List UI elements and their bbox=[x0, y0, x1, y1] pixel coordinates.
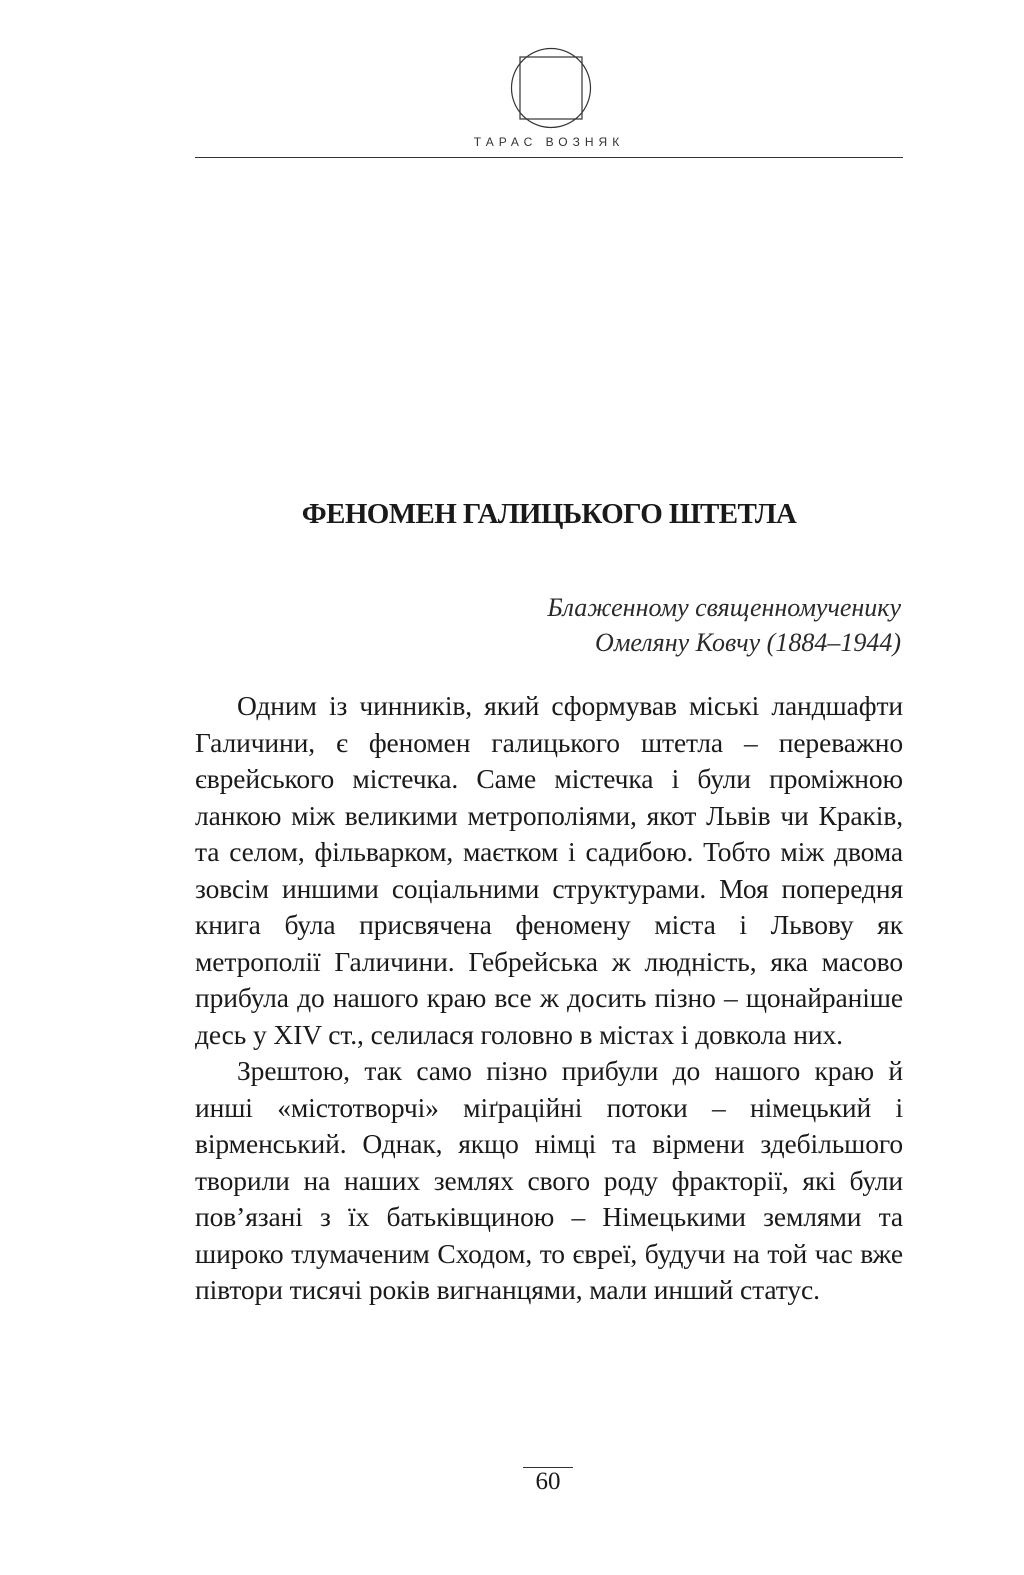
header-rule bbox=[195, 157, 903, 158]
circle-square-logo-icon bbox=[509, 46, 593, 130]
body-text bbox=[195, 688, 903, 1309]
paragraph-2: Зрештою, так само пізно прибули до нашого краю й инші «містотворчі» міґраційні потоки – німецький і вірменський. Однак, якщо німці та вірмени здебільшого творили на наших землях свого роду фракторії, які були пов’язані з їх батьківщиною – Німецькими землями та широко тлумаченим Сходом, то євреї, будучи на той час вже півтори тисячі років вигнанцями, мали инший статус. bbox=[195, 1055, 903, 1305]
dedication-line-1: Блаженному священномученику bbox=[547, 593, 901, 622]
page-number: 60 bbox=[535, 1468, 561, 1495]
paragraph-1: Одним із чинників, який сформував міські ландшафти Галичини, є феномен галицького штетла – переважно єврейського містечка. Саме містечка і були проміжною ланкою між великими метрополіями, якот Львів чи Краків, та селом, фільварком, маєтком і садибою. Тобто між двома зовсім иншими соціальними структурами. Моя попередня книга була присвячена феномену міста і Львову як метрополії Галичини. Гебрейська ж людність, яка масово прибула до нашого краю все ж досить пізно – щонайраніше десь у XIV ст., селилася головно в містах і довкола них. bbox=[195, 690, 903, 1050]
dedication-line-2: Омеляну Ковчу (1884–1944) bbox=[595, 628, 901, 657]
dedication bbox=[195, 590, 901, 660]
chapter-title: ФЕНОМЕН ГАЛИЦЬКОГО ШТЕТЛА bbox=[301, 498, 797, 530]
running-head-author: ТАРАС ВОЗНЯК bbox=[473, 135, 625, 149]
